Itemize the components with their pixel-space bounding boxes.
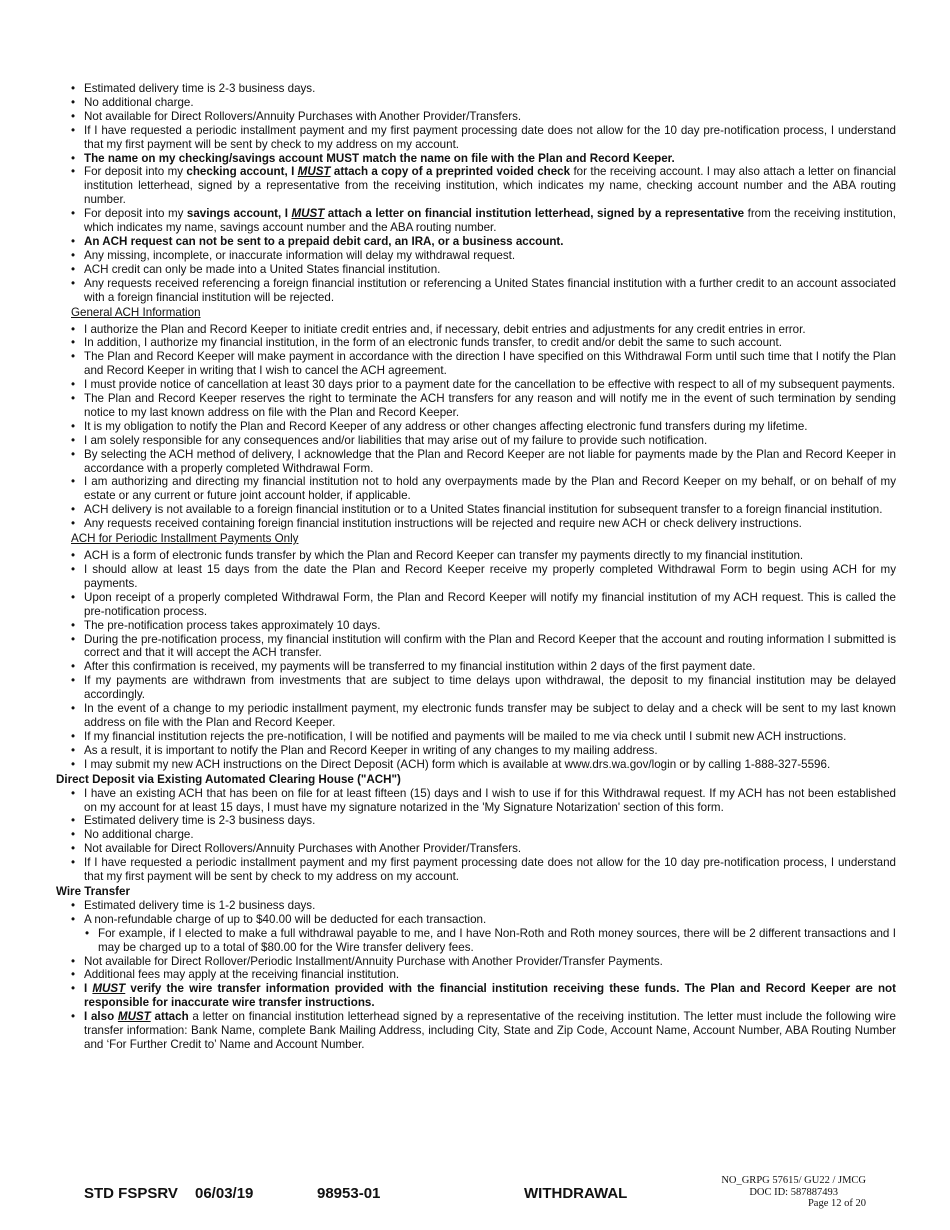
list-item: • Not available for Direct Rollovers/Annuity Purchases with Another Provider/Transfers.: [84, 110, 896, 124]
list-item: • Any requests received containing foreign financial institution instructions will be rejected and require new ACH or check delivery instructions.: [84, 517, 896, 531]
list-item: • I should allow at least 15 days from the date the Plan and Record Keeper receive my properly completed Withdrawal Form to begin using ACH for my payments.: [84, 563, 896, 591]
text: For deposit into my: [84, 165, 187, 179]
must-text: MUST: [117, 1010, 151, 1024]
direct-deposit-list: [56, 787, 896, 884]
general-ach-heading: General ACH Information: [71, 305, 201, 319]
list-item: • The Plan and Record Keeper will make payment in accordance with the direction I have specified on this Withdrawal Form until such time that I notify the Plan and Record Keeper in writing that I wish to cancel the ACH agreement.: [84, 350, 896, 378]
list-item: • Any requests received referencing a foreign financial institution or referencing a United States financial institution with a further credit to an account associated with a foreign financial institution will be rejected.: [84, 277, 896, 305]
form-code: 98953-01: [317, 1185, 381, 1202]
list-item: • Estimated delivery time is 2-3 business days.: [84, 814, 896, 828]
list-item: • I must provide notice of cancellation at least 30 days prior to a payment date for the cancellation to be effective with respect to all of my subsequent payments.: [84, 378, 896, 392]
list-item: • In addition, I authorize my financial institution, in the form of an electronic funds transfer, to credit and/or debit the same to such account.: [84, 336, 896, 350]
page-footer: [0, 1175, 950, 1223]
direct-deposit-heading: Direct Deposit via Existing Automated Clearing House ("ACH"): [56, 772, 401, 786]
bold-text: attach a letter on financial institution letterhead, signed by a representative: [324, 207, 745, 221]
general-ach-list: [56, 323, 896, 532]
bold-text: I: [84, 982, 93, 996]
text: For deposit into my: [84, 207, 187, 221]
list-item: • Any missing, incomplete, or inaccurate information will delay my withdrawal request.: [84, 249, 896, 263]
ach-periodic-heading: ACH for Periodic Installment Payments Only: [71, 532, 299, 546]
list-item: [84, 165, 896, 207]
list-item: • If I have requested a periodic installment payment and my first payment processing date does not allow for the 10 day pre-notification process, I understand that my first payment will be sent by check to my address on my account.: [84, 856, 896, 884]
list-item: [84, 235, 896, 249]
must-text: MUST: [92, 982, 126, 996]
list-item: • ACH credit can only be made into a United States financial institution.: [84, 263, 896, 277]
must-text: MUST: [291, 207, 325, 221]
document-body: [56, 82, 896, 1052]
bold-text: verify the wire transfer information provided with the financial institution receiving these funds. The Plan and Record Keeper are not responsible for inaccurate wire transfer instructions.: [84, 982, 896, 1010]
form-id: STD FSPSRV: [84, 1185, 178, 1202]
page-number: Page 12 of 20: [807, 1198, 866, 1209]
list-item: • I have an existing ACH that has been on file for at least fifteen (15) days and I wish to use if for this Withdrawal request. If my ACH has not been established on my account for at least 15 days, I must have my signature notarized in the 'My Signature Notarization' section of this form.: [84, 787, 896, 815]
text: for the receiving account. I may also attach a letter on financial institution letterhead, signed by a representative from the receiving institution, which indicates my name, checking account number and the ABA routing number.: [84, 165, 897, 207]
list-item: • I am authorizing and directing my financial institution not to hold any overpayments made by the Plan and Record Keeper on my behalf, or on behalf of my estate or any current or future joint account holder, if applicable.: [84, 475, 896, 503]
list-item: • Not available for Direct Rollover/Periodic Installment/Annuity Purchase with Another Provider/Transfer Payments.: [84, 955, 896, 969]
bold-text: attach: [150, 1010, 189, 1024]
doc-id: DOC ID: 587887493: [749, 1186, 838, 1198]
top-list: [56, 82, 896, 305]
group-code: NO_GRPG 57615/ GU22 / JMCG: [721, 1175, 866, 1186]
list-item: • It is my obligation to notify the Plan and Record Keeper of any address or other changes affecting electronic fund transfers during my lifetime.: [84, 420, 896, 434]
bold-text: The name on my checking/savings account MUST match the name on file with the Plan and Record Keeper.: [84, 151, 675, 165]
ach-periodic-list: [56, 549, 896, 772]
must-text: MUST: [297, 165, 331, 179]
wire-transfer-list: [56, 899, 896, 1052]
list-item: • Estimated delivery time is 2-3 business days.: [84, 82, 896, 96]
list-item: • No additional charge.: [84, 96, 896, 110]
list-item: • I am solely responsible for any consequences and/or liabilities that may arise out of my failure to provide such notification.: [84, 434, 896, 448]
list-item: • For example, if I elected to make a full withdrawal payable to me, and I have Non-Roth and Roth money sources, there will be 2 different transactions and I may be charged up to a total of $80.00 for the Wire transfer delivery fees.: [98, 927, 896, 955]
list-item: • The pre-notification process takes approximately 10 days.: [84, 619, 896, 633]
list-item: • As a result, it is important to notify the Plan and Record Keeper in writing of any changes to my mailing address.: [84, 744, 896, 758]
list-item: [84, 1010, 896, 1052]
list-item: [84, 927, 896, 955]
list-item: • In the event of a change to my periodic installment payment, my electronic funds transfer may be subject to delay and a check will be sent to my last known address on file with the Plan and Record Keeper.: [84, 702, 896, 730]
wire-sub-list: [84, 927, 896, 955]
list-item: • By selecting the ACH method of delivery, I acknowledge that the Plan and Record Keeper are not liable for payments made by the Plan and Record Keeper in accordance with a properly completed Withdrawal Form.: [84, 448, 896, 476]
bold-text: attach a copy of a preprinted voided check: [330, 165, 571, 179]
list-item: • The Plan and Record Keeper reserves the right to terminate the ACH transfers for any reason and will notify me in the event of such termination by sending notice to my last known address on file with the Plan and Record Keeper.: [84, 392, 896, 420]
list-item: • Upon receipt of a properly completed Withdrawal Form, the Plan and Record Keeper will notify my financial institution of my ACH request. This is called the pre-notification process.: [84, 591, 896, 619]
list-item: [84, 982, 896, 1010]
text: a letter on financial institution letterhead signed by a representative of the receiving institution. The letter must include the following wire transfer information: Bank Name, complete Bank Mailing Address, including City, State and Zip Code, Account Name, Account Number, ABA Routing Number and ‘For Further Credit to’ Name and Account Number.: [84, 1010, 896, 1051]
list-item: • No additional charge.: [84, 828, 896, 842]
list-item: • If my financial institution rejects the pre-notification, I will be notified and payments will be mailed to me via check until I submit new ACH instructions.: [84, 730, 896, 744]
list-item: [84, 152, 896, 166]
text: from the receiving institution, which indicates my name, savings account number and the ABA routing number.: [84, 207, 896, 235]
list-item: • A non-refundable charge of up to $40.00 will be deducted for each transaction.: [84, 913, 896, 927]
doc-meta: [721, 1175, 866, 1210]
list-item: • After this confirmation is received, my payments will be transferred to my financial institution within 2 days of the first payment date.: [84, 660, 896, 674]
wire-transfer-heading: Wire Transfer: [56, 884, 130, 898]
list-item: • If my payments are withdrawn from investments that are subject to time delays upon withdrawal, the deposit to my financial institution may be delayed accordingly.: [84, 674, 896, 702]
bold-text: An ACH request can not be sent to a prepaid debit card, an IRA, or a business account.: [84, 234, 564, 248]
form-type: WITHDRAWAL: [524, 1185, 628, 1202]
list-item: • ACH is a form of electronic funds transfer by which the Plan and Record Keeper can transfer my payments directly to my financial institution.: [84, 549, 896, 563]
list-item: [84, 207, 896, 235]
list-item: • ACH delivery is not available to a foreign financial institution or to a United States financial institution for subsequent transfer to a foreign financial institution.: [84, 503, 896, 517]
list-item: • Estimated delivery time is 1-2 business days.: [84, 899, 896, 913]
bold-text: savings account, I: [186, 207, 292, 221]
list-item: • I may submit my new ACH instructions on the Direct Deposit (ACH) form which is available at www.drs.wa.gov/login or by calling 1-888-327-5596.: [84, 758, 896, 772]
list-item: • During the pre-notification process, my financial institution will confirm with the Plan and Record Keeper that the account and routing information I submitted is correct and that it will accept the ACH transfer.: [84, 633, 896, 661]
form-date: 06/03/19: [195, 1185, 254, 1202]
bold-text: checking account, I: [186, 165, 298, 179]
list-item: • If I have requested a periodic installment payment and my first payment processing date does not allow for the 10 day pre-notification process, I understand that my first payment will be sent by check to my address on my account.: [84, 124, 896, 152]
list-item: • Additional fees may apply at the receiving financial institution.: [84, 968, 896, 982]
list-item: • I authorize the Plan and Record Keeper to initiate credit entries and, if necessary, debit entries and adjustments for any credit entries in error.: [84, 323, 896, 337]
list-item: • Not available for Direct Rollovers/Annuity Purchases with Another Provider/Transfers.: [84, 842, 896, 856]
bold-text: I also: [84, 1010, 118, 1024]
